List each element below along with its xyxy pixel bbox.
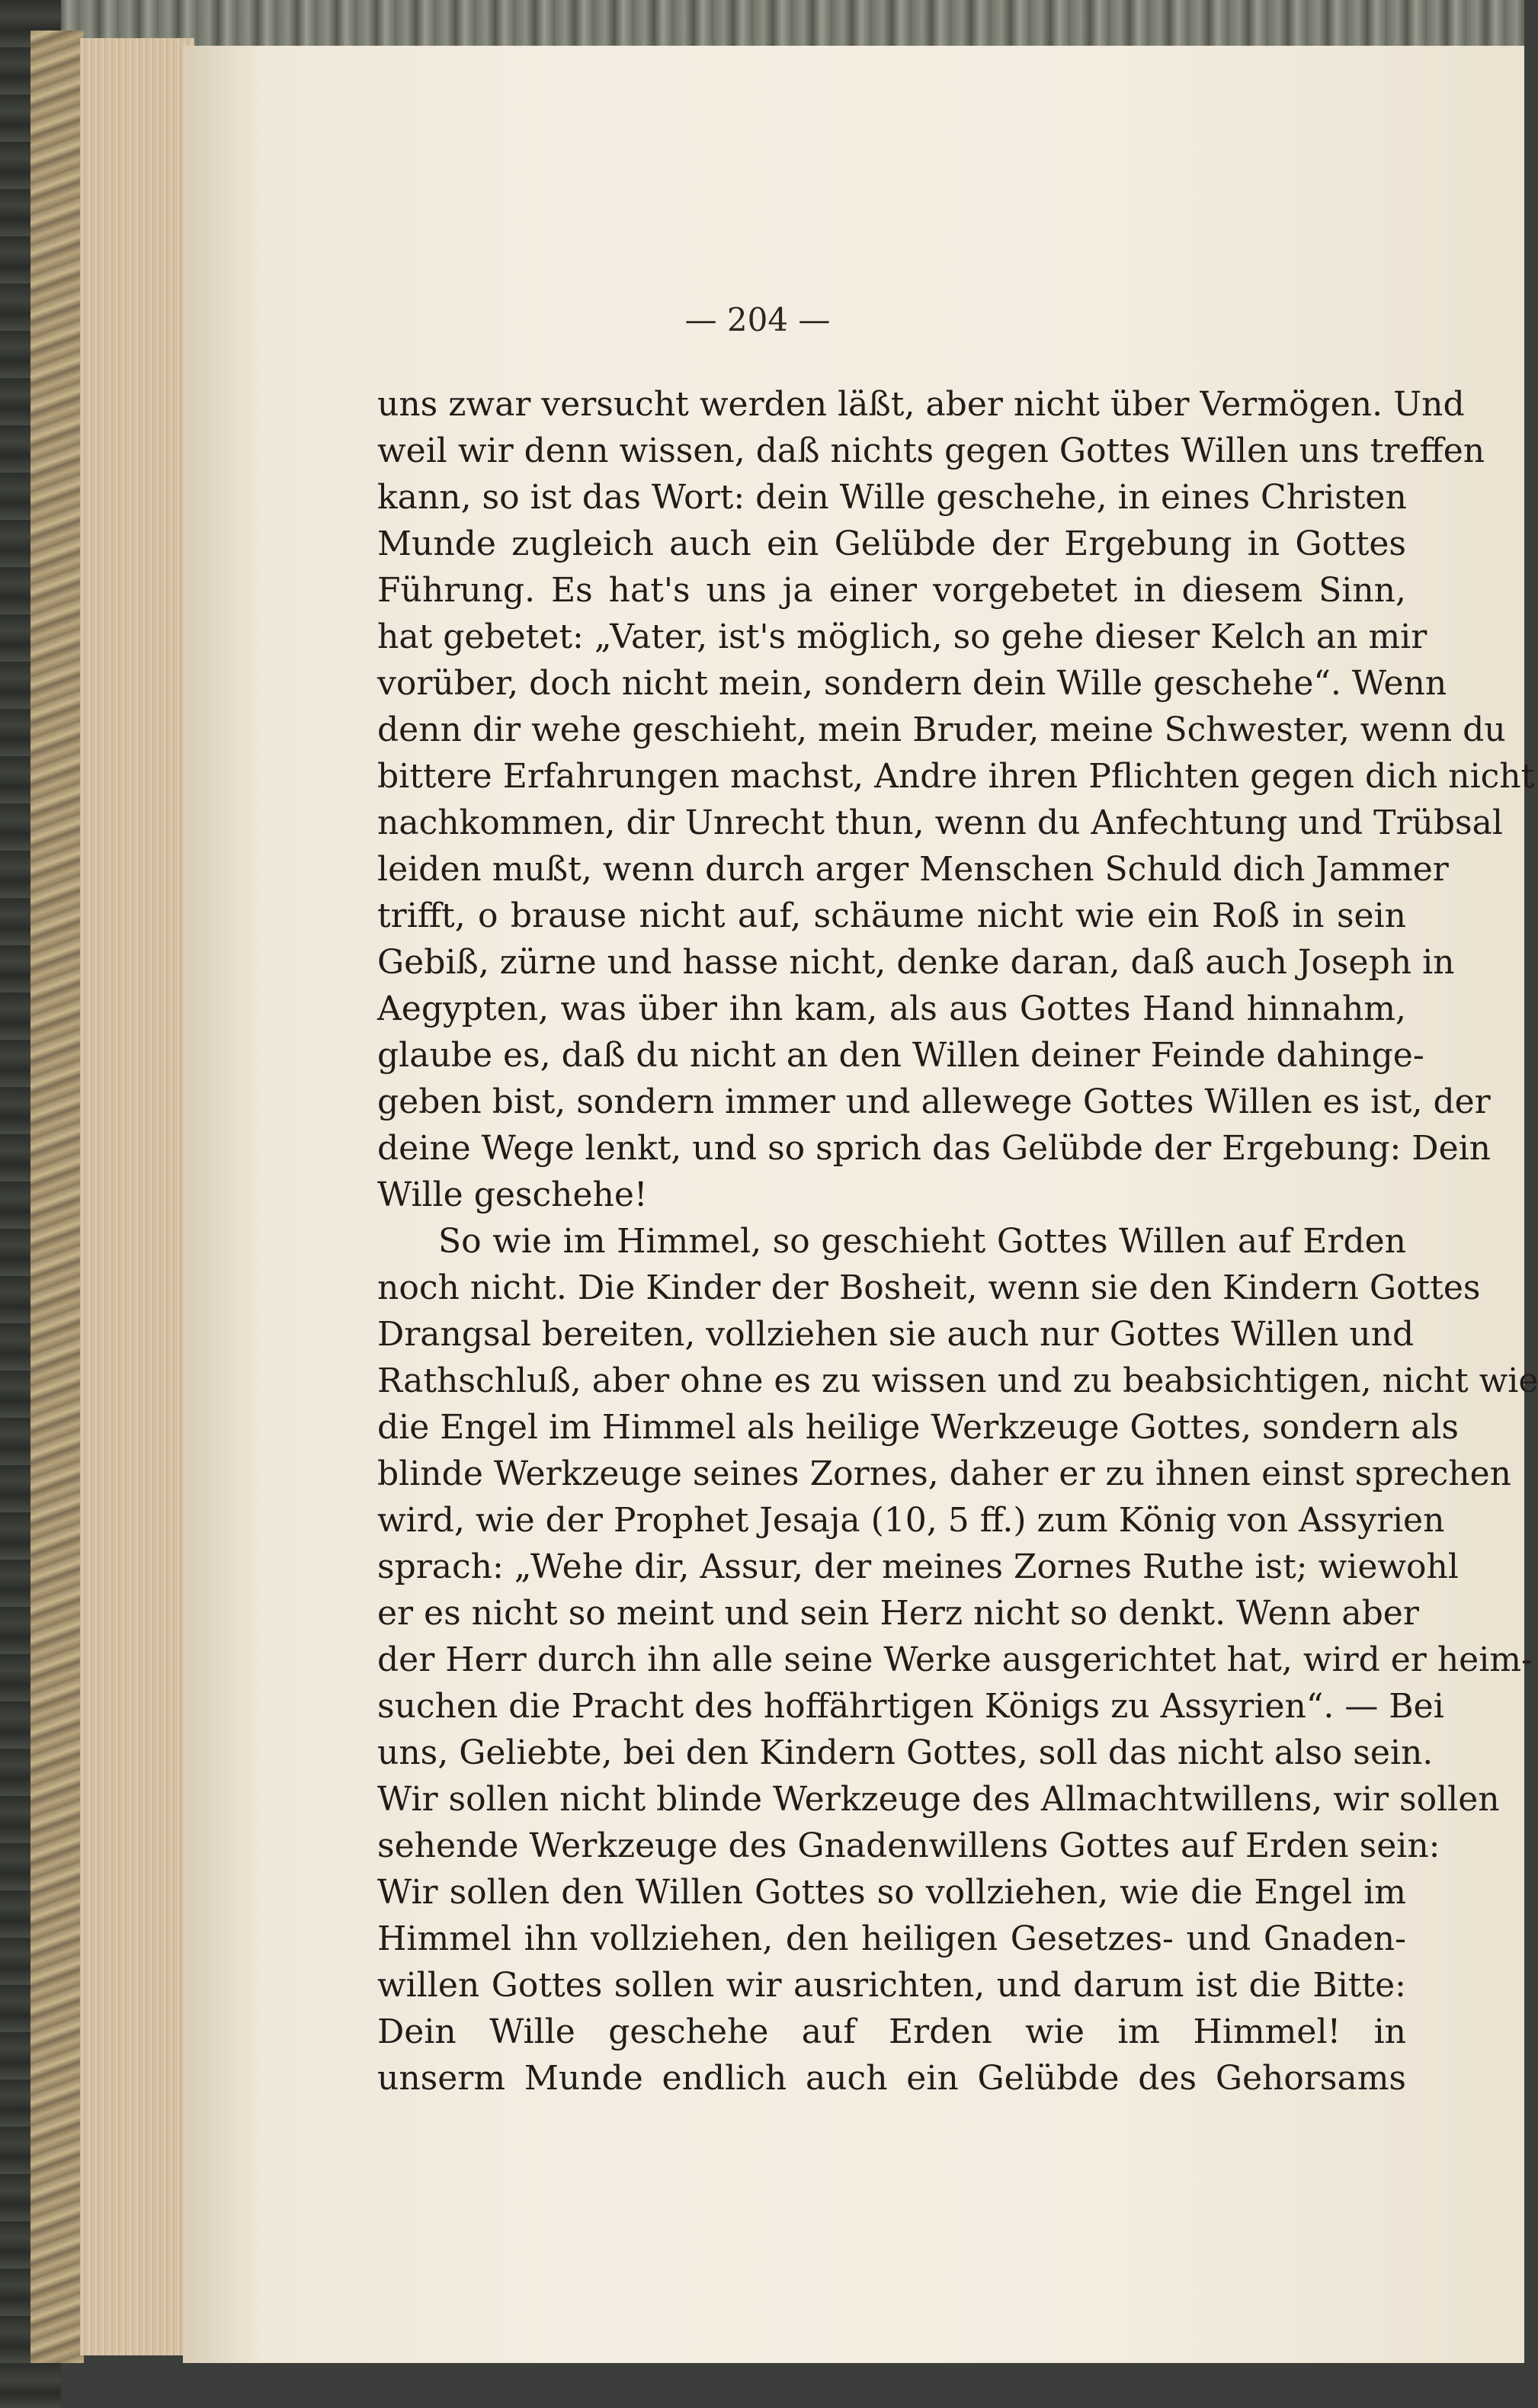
- text-line: wird, wie der Prophet Jesaja (10, 5 ff.) zum König von Assyrien: [377, 1501, 1445, 1540]
- text-line: hat gebetet: „Vater, ist's möglich, so gehe dieser Kelch an mir: [377, 617, 1427, 656]
- text-line: unserm Munde endlich auch ein Gelübde des Gehorsams: [377, 2059, 1406, 2098]
- text-line: Munde zugleich auch ein Gelübde der Ergebung in Gottes: [377, 524, 1406, 563]
- text-line: weil wir denn wissen, daß nichts gegen Gottes Willen uns treffen: [377, 431, 1485, 470]
- text-line: glaube es, daß du nicht an den Willen deiner Feinde dahinge-: [377, 1036, 1424, 1075]
- text-line: vorüber, doch nicht mein, sondern dein Wille geschehe“. Wenn: [377, 664, 1447, 703]
- text-line: blinde Werkzeuge seines Zornes, daher er zu ihnen einst sprechen: [377, 1454, 1511, 1493]
- text-line: Aegypten, was über ihn kam, als aus Gottes Hand hinnahm,: [377, 989, 1406, 1028]
- text-line: So wie im Himmel, so geschieht Gottes Willen auf Erden: [438, 1222, 1406, 1261]
- text-line: nachkommen, dir Unrecht thun, wenn du Anfechtung und Trübsal: [377, 803, 1503, 842]
- text-line: Gebiß, zürne und hasse nicht, denke daran, daß auch Joseph in: [377, 943, 1455, 982]
- text-line: Führung. Es hat's uns ja einer vorgebetet in diesem Sinn,: [377, 571, 1406, 610]
- text-line: er es nicht so meint und sein Herz nicht so denkt. Wenn aber: [377, 1594, 1419, 1633]
- text-line: sprach: „Wehe dir, Assur, der meines Zornes Ruthe ist; wiewohl: [377, 1547, 1459, 1586]
- text-line: die Engel im Himmel als heilige Werkzeuge Gottes, sondern als: [377, 1408, 1459, 1447]
- text-line: geben bist, sondern immer und allewege Gottes Willen es ist, der: [377, 1082, 1491, 1121]
- text-line: kann, so ist das Wort: dein Wille geschehe, in eines Christen: [377, 478, 1407, 517]
- text-line: sehende Werkzeuge des Gnadenwillens Gottes auf Erden sein:: [377, 1826, 1440, 1865]
- text-line: Wir sollen den Willen Gottes so vollziehen, wie die Engel im: [377, 1873, 1406, 1912]
- text-line: Wir sollen nicht blinde Werkzeuge des Allmachtwillens, wir sollen: [377, 1780, 1500, 1819]
- text-line: Rathschluß, aber ohne es zu wissen und zu beabsichtigen, nicht wie: [377, 1361, 1538, 1400]
- text-line: bittere Erfahrungen machst, Andre ihren Pflichten gegen dich nicht: [377, 757, 1535, 796]
- page-number: — 204 —: [684, 301, 831, 338]
- text-line: suchen die Pracht des hoffährtigen Königs zu Assyrien“. — Bei: [377, 1687, 1444, 1726]
- text-line: Dein Wille geschehe auf Erden wie im Himmel! in: [377, 2012, 1406, 2051]
- page-stack-edge: [80, 38, 194, 2355]
- text-line: uns zwar versucht werden läßt, aber nicht über Vermögen. Und: [377, 385, 1465, 424]
- text-line: Himmel ihn vollziehen, den heiligen Gesetzes- und Gnaden-: [377, 1919, 1406, 1958]
- text-line: uns, Geliebte, bei den Kindern Gottes, soll das nicht also sein.: [377, 1733, 1434, 1772]
- text-line: Wille geschehe!: [377, 1175, 648, 1214]
- body-text: [377, 381, 1538, 2102]
- text-line: leiden mußt, wenn durch arger Menschen Schuld dich Jammer: [377, 850, 1449, 889]
- marbled-edge: [30, 30, 84, 2363]
- text-line: Drangsal bereiten, vollziehen sie auch nur Gottes Willen und: [377, 1315, 1415, 1354]
- text-line: noch nicht. Die Kinder der Bosheit, wenn sie den Kindern Gottes: [377, 1268, 1481, 1307]
- text-line: der Herr durch ihn alle seine Werke ausgerichtet hat, wird er heim-: [377, 1640, 1533, 1679]
- text-line: willen Gottes sollen wir ausrichten, und darum ist die Bitte:: [377, 1966, 1406, 2005]
- text-line: deine Wege lenkt, und so sprich das Gelübde der Ergebung: Dein: [377, 1129, 1492, 1168]
- text-line: trifft, o brause nicht auf, schäume nicht wie ein Roß in sein: [377, 896, 1406, 935]
- text-line: denn dir wehe geschieht, mein Bruder, meine Schwester, wenn du: [377, 710, 1506, 749]
